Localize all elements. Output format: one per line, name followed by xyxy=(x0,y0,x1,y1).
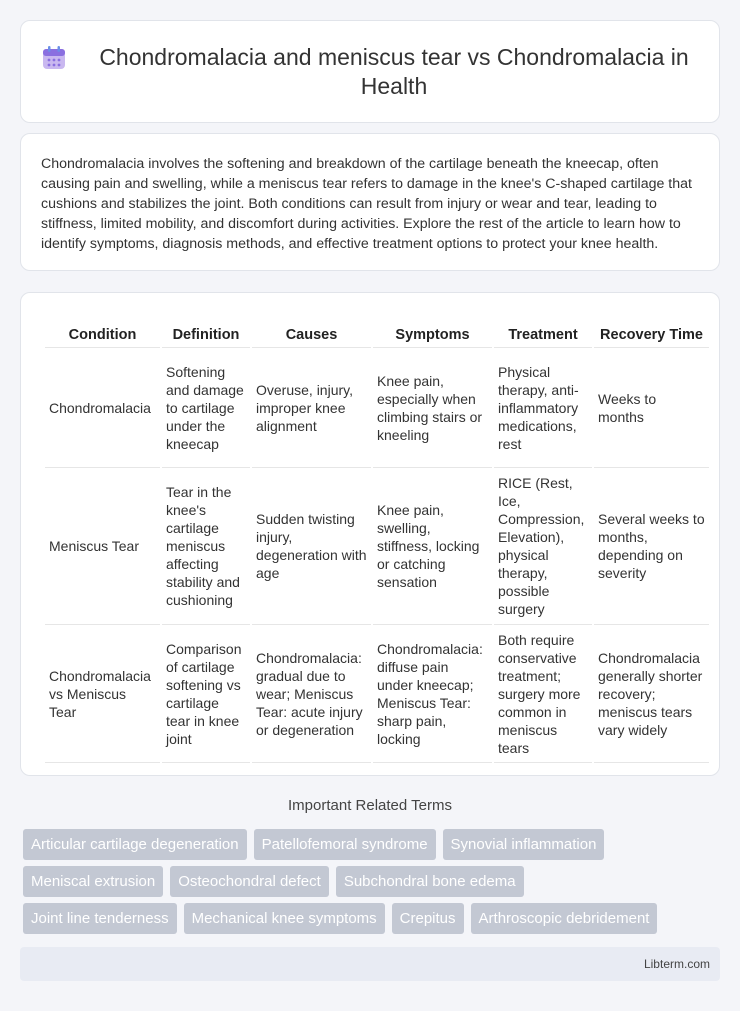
table-cell: Overuse, injury, improper knee alignment xyxy=(252,347,371,467)
comparison-table-card xyxy=(20,292,720,776)
table-cell: Chondromalacia: gradual due to wear; Meniscus Tear: acute injury or degeneration xyxy=(252,624,371,763)
table-cell: Several weeks to months, depending on severity xyxy=(594,467,709,624)
title-wrap xyxy=(41,43,699,101)
table-cell: Knee pain, especially when climbing stairs or kneeling xyxy=(373,347,492,467)
table-cell: Physical therapy, anti-inflammatory medications, rest xyxy=(494,347,592,467)
table-cell: Sudden twisting injury, degeneration with age xyxy=(252,467,371,624)
header-causes: Causes xyxy=(285,327,338,343)
table-cell: Comparison of cartilage softening vs cartilage tear in knee joint xyxy=(162,624,250,763)
table-cell: Weeks to months xyxy=(594,347,709,467)
header-symptoms: Symptoms xyxy=(395,327,470,343)
footer-site-link[interactable]: Libterm.com xyxy=(643,957,710,971)
tag-crepitus[interactable]: Crepitus xyxy=(392,903,464,934)
tag-subchondral-bone-edema[interactable]: Subchondral bone edema xyxy=(336,866,524,897)
tag-joint-line-tenderness[interactable]: Joint line tenderness xyxy=(23,903,177,934)
related-terms-title: Important Related Terms xyxy=(288,797,452,814)
table-cell: Chondromalacia generally shorter recovery; meniscus tears vary widely xyxy=(594,624,709,763)
tag-synovial-inflammation[interactable]: Synovial inflammation xyxy=(443,829,605,860)
footer xyxy=(20,947,720,981)
calendar-icon xyxy=(41,45,67,71)
table-cell: Both require conservative treatment; surgery more common in meniscus tears xyxy=(494,624,592,763)
intro-paragraph: Chondromalacia involves the softening and breakdown of the cartilage beneath the kneecap, often causing pain and swelling, while a meniscus tear refers to damage in the knee's C-shaped cartilage that cushions and stabilizes the joint. Both conditions can result from injury or wear and tear, leading to stiffness, limited mobility, and discomfort during activities. Explore the rest of the article to learn how to identify symptoms, diagnosis methods, and effective treatment options to protect your knee health. xyxy=(41,156,692,252)
table-header-row xyxy=(45,305,709,347)
title-card xyxy=(20,20,720,123)
table-cell: Softening and damage to cartilage under the kneecap xyxy=(162,347,250,467)
tag-meniscal-extrusion[interactable]: Meniscal extrusion xyxy=(23,866,163,897)
comparison-table xyxy=(43,305,711,763)
intro-card xyxy=(20,133,720,271)
table-cell: Knee pain, swelling, stiffness, locking or catching sensation xyxy=(373,467,492,624)
header-treatment: Treatment xyxy=(508,327,578,343)
table-row xyxy=(45,347,709,467)
header-definition: Definition xyxy=(172,327,240,343)
table-cell: Chondromalacia: diffuse pain under kneecap; Meniscus Tear: sharp pain, locking xyxy=(373,624,492,763)
table-cell: RICE (Rest, Ice, Compression, Elevation), physical therapy, possible surgery xyxy=(494,467,592,624)
table-cell: Chondromalacia xyxy=(45,347,160,467)
page-title: Chondromalacia and meniscus tear vs Chondromalacia in Health xyxy=(99,43,689,99)
tag-articular-cartilage-degeneration[interactable]: Articular cartilage degeneration xyxy=(23,829,247,860)
tag-osteochondral-defect[interactable]: Osteochondral defect xyxy=(170,866,329,897)
table-row xyxy=(45,624,709,763)
tag-mechanical-knee-symptoms[interactable]: Mechanical knee symptoms xyxy=(184,903,385,934)
table-cell: Tear in the knee's cartilage meniscus affecting stability and cushioning xyxy=(162,467,250,624)
tag-row xyxy=(23,829,717,860)
tag-arthroscopic-debridement[interactable]: Arthroscopic debridement xyxy=(471,903,658,934)
header-recovery-time: Recovery Time xyxy=(600,327,703,343)
related-terms-tags xyxy=(23,829,717,940)
table-cell: Meniscus Tear xyxy=(45,467,160,624)
tag-patellofemoral-syndrome[interactable]: Patellofemoral syndrome xyxy=(254,829,436,860)
tag-row xyxy=(23,903,717,934)
table-row xyxy=(45,467,709,624)
header-condition: Condition xyxy=(68,327,137,343)
tag-row xyxy=(23,866,717,897)
table-cell: Chondromalacia vs Meniscus Tear xyxy=(45,624,160,763)
